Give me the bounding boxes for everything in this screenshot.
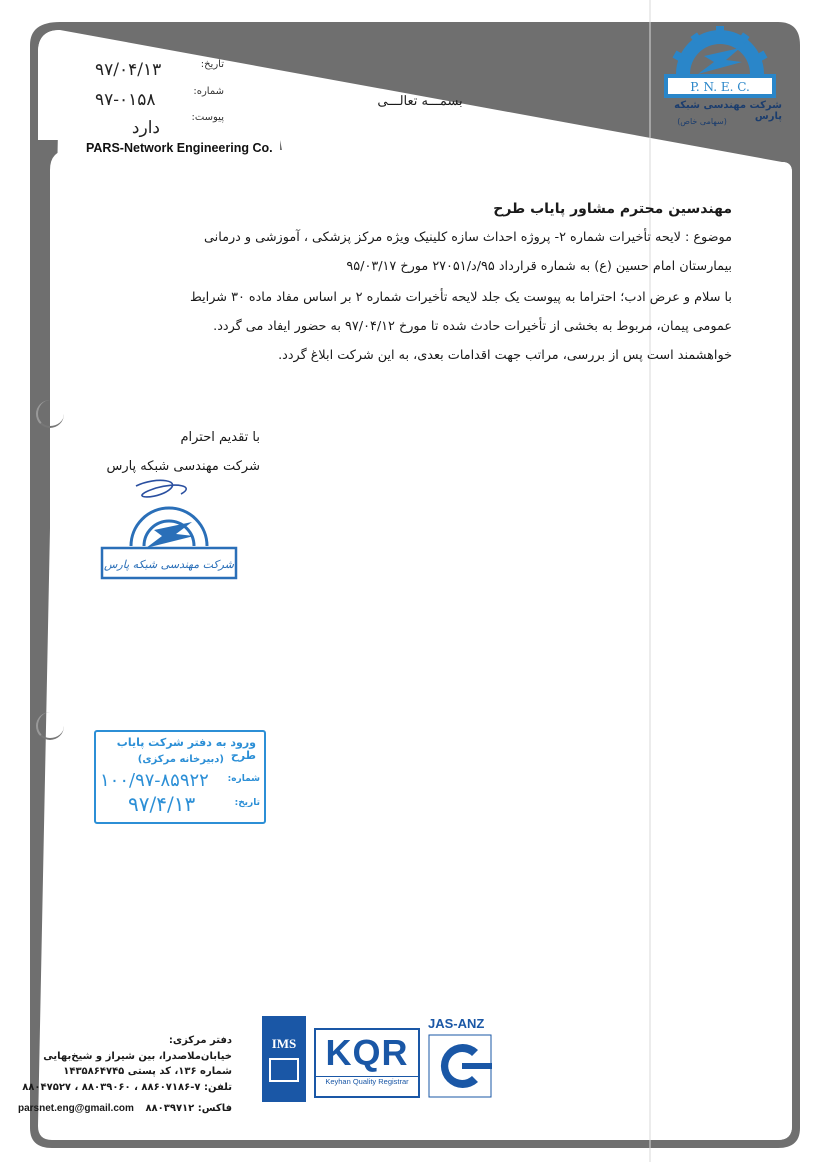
company-logo-icon: [660, 26, 780, 102]
footer-office-label: دفتر مرکزی:: [168, 1035, 232, 1046]
footer-email: parsnet.eng@gmail.com: [18, 1103, 134, 1114]
footer-address-1: خیابان‌ملاصدرا، بین شیراز و شیخ‌بهایی: [43, 1051, 232, 1062]
incoming-stamp: [94, 730, 266, 824]
stamp-subtitle: (دبیرخانه مرکزی): [137, 754, 224, 765]
closing-company: شرکت مهندسی شبکه پارس: [106, 459, 260, 474]
bismillah-heading: بسمـــه تعالـــی: [377, 94, 463, 109]
kqr-cert-logo: [314, 1028, 420, 1098]
stamp-date-value: ۹۷/۴/۱۳: [128, 792, 196, 816]
logo-company-type: (سهامی خاص): [677, 117, 727, 126]
punch-hole: [36, 712, 64, 740]
ims-label: IMS: [271, 1036, 297, 1051]
number-value: ۹۷-۰۱۵۸: [95, 90, 156, 110]
addressee: مهندسین محترم مشاور پایاب طرح: [493, 201, 732, 217]
subject-line-1: موضوع : لایحه تأخیرات شماره ۲- پروژه احداث سازه کلینیک ویژه مرکز پزشکی ، آموزشی و درمانی: [203, 230, 732, 245]
date-label: تاریخ:: [200, 59, 224, 70]
closing-regards: با تقدیم احترام: [180, 430, 260, 445]
company-name-en: PARS-Network Engineering Co.: [86, 141, 273, 155]
date-value: ۹۷/۰۴/۱۳: [95, 60, 162, 80]
stamp-number-value: ۱۰۰/۹۷-۸۵۹۲۲: [100, 770, 209, 791]
seal-text: شرکت مهندسی شبکه پارس: [104, 558, 234, 571]
kqr-subtitle: Keyhan Quality Registrar: [316, 1076, 418, 1086]
punch-hole: [36, 400, 64, 428]
logo-letters: P. N. E. C.: [690, 80, 750, 94]
logo-company-name: شرکت مهندسی شبکه پارس: [674, 100, 782, 122]
attachment-label: پیوست:: [191, 112, 224, 123]
stamp-title: ورود به دفتر شرکت پایاب طرح: [116, 736, 256, 762]
footer-phone: تلفن: ۷-۸۸۶۰۷۱۸۶ ، ۸۸۰۳۹۰۶۰ ، ۸۸۰۴۷۵۲۷: [22, 1082, 232, 1093]
footer-fax: فاکس: ۸۸۰۳۹۷۱۲: [145, 1103, 232, 1114]
body-line-3: خواهشمند است پس از بررسی، مراتب جهت اقدامات بعدی، به این شرکت ابلاغ گردد.: [278, 348, 732, 363]
company-seal: [96, 476, 246, 588]
number-label: شماره:: [193, 86, 224, 97]
jas-anz-label: JAS-ANZ: [428, 1016, 485, 1031]
jas-anz-logo-icon: [428, 1034, 494, 1098]
ims-cert-logo: [262, 1016, 306, 1102]
kqr-label: KQR: [325, 1032, 409, 1073]
attachment-value: دارد: [131, 118, 160, 138]
checkmark-icon: [269, 1058, 299, 1082]
subject-line-2: بیمارستان امام حسین (ع) به شماره قرارداد ۹۵/د/۲۷۰۵۱ مورخ ۹۵/۰۳/۱۷: [346, 259, 732, 274]
stamp-number-label: شماره:: [227, 774, 260, 784]
footer-address-2: شماره ۱۳۶، کد پستی ۱۴۳۵۸۶۴۷۴۵: [63, 1066, 232, 1077]
body-line-2: عمومی پیمان، مربوط به بخشی از تأخیرات حادث شده تا مورخ ۹۷/۰۴/۱۲ به حضور ایفاد می گردد.: [213, 319, 732, 334]
body-line-1: با سلام و عرض ادب؛ احتراما به پیوست یک جلد لایحه تأخیرات شماره ۲ بر اساس مفاد ماده ۳۰ شرایط: [189, 290, 732, 305]
signature-icon: [136, 480, 186, 497]
stamp-date-label: تاریخ:: [234, 798, 260, 808]
